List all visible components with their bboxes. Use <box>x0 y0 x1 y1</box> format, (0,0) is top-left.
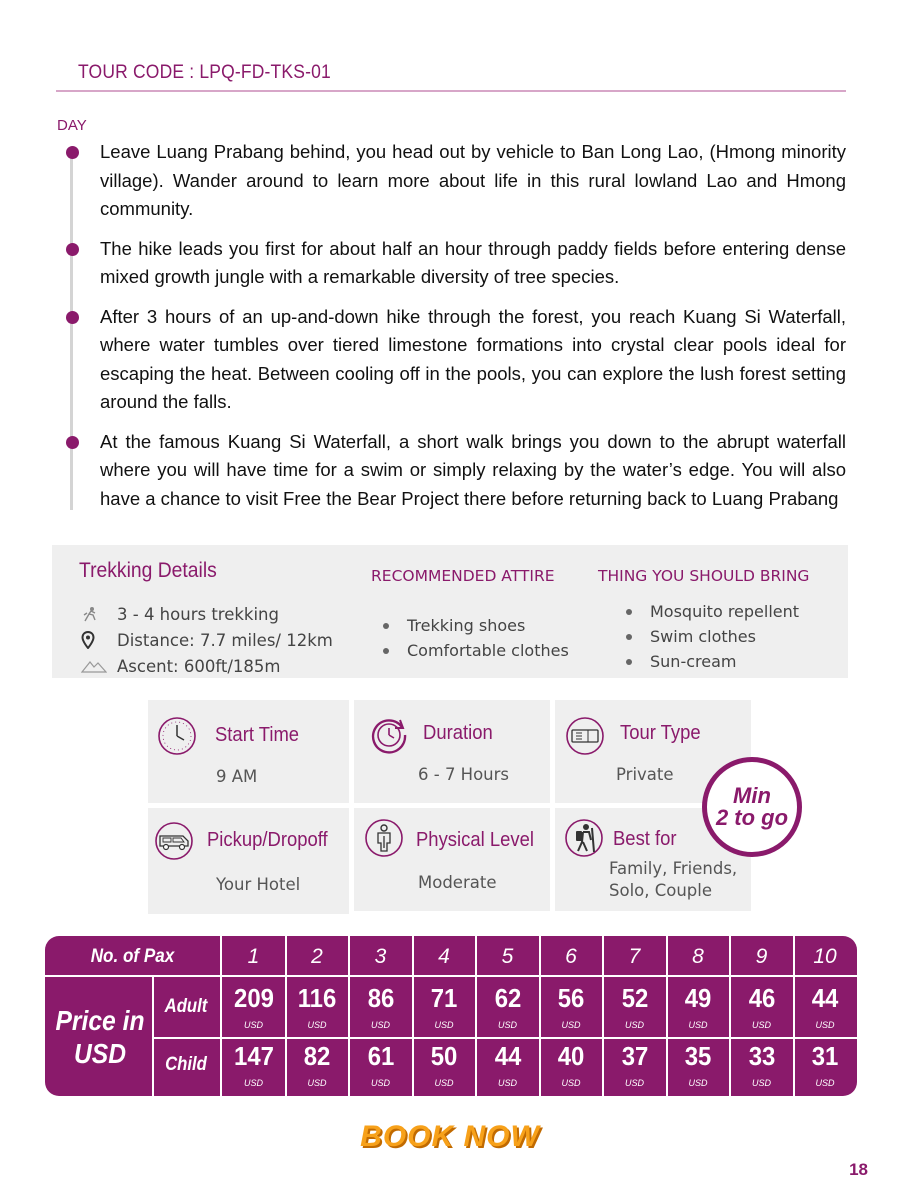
physical-level-card <box>354 808 550 911</box>
pax-count: 5 <box>501 945 514 968</box>
bullet-dot-icon <box>383 648 389 654</box>
child-currency: USD <box>815 1078 835 1088</box>
hiker-icon <box>79 606 117 622</box>
pax-count: 6 <box>565 945 577 968</box>
grid-line <box>152 1037 857 1039</box>
attire-item: Trekking shoes <box>379 613 569 638</box>
trekking-hours-row <box>79 601 333 627</box>
van-icon <box>153 821 195 866</box>
child-price: 35 <box>684 1041 712 1071</box>
pax-count: 2 <box>311 945 323 968</box>
adult-price: 209 <box>233 983 274 1013</box>
best-for-title: Best for <box>613 827 677 850</box>
itinerary-item <box>62 235 846 292</box>
pickup-title: Pickup/Dropoff <box>207 828 328 851</box>
start-time-title: Start Time <box>215 723 300 746</box>
price-table <box>45 936 857 1096</box>
pax-count: 10 <box>813 945 837 968</box>
trekking-hours: 3 - 4 hours trekking <box>117 604 279 624</box>
adult-currency: USD <box>307 1020 327 1030</box>
bullet-dot-icon <box>66 146 79 159</box>
child-price: 33 <box>748 1041 775 1071</box>
adult-price: 116 <box>297 983 337 1013</box>
bullet-dot-icon <box>66 436 79 449</box>
child-price: 147 <box>233 1041 274 1071</box>
pax-count: 1 <box>247 945 260 968</box>
adult-price: 56 <box>557 983 585 1013</box>
adult-currency: USD <box>497 1020 517 1030</box>
adult-currency: USD <box>688 1020 708 1030</box>
min-pax-badge <box>702 757 802 857</box>
adult-price: 62 <box>494 983 521 1013</box>
price-in-label: Price in USD <box>55 1005 145 1069</box>
itinerary-text: Leave Luang Prabang behind, you head out by vehicle to Ban Long Lao, (Hmong minority village). Wander around to learn more about life in this rural lowland Lao and Hmong community. <box>100 141 846 219</box>
child-currency: USD <box>751 1078 771 1088</box>
mountain-icon <box>79 659 117 673</box>
attire-list <box>379 613 569 663</box>
trekking-details-panel <box>52 545 848 678</box>
itinerary-text: At the famous Kuang Si Waterfall, a short walk brings you down to the abrupt waterfall where you will have time for a swim or simply relaxing by the water’s edge. You will also have a chance to visit Free the Bear Project there before returning back to Luang Prabang <box>100 430 846 509</box>
backpacker-icon <box>564 818 604 863</box>
adult-price: 71 <box>430 983 458 1013</box>
grid-line <box>152 976 154 1096</box>
bring-item: Swim clothes <box>622 624 799 649</box>
header-divider <box>56 90 846 92</box>
day-label: DAY <box>57 117 87 134</box>
child-price: 50 <box>430 1041 458 1071</box>
adult-label: Adult <box>164 996 208 1017</box>
adult-price: 44 <box>811 983 839 1013</box>
duration-card <box>354 700 550 803</box>
pax-count: 4 <box>438 945 450 968</box>
child-currency: USD <box>434 1078 454 1088</box>
itinerary-item <box>62 303 846 417</box>
itinerary-list <box>62 138 846 524</box>
grid-line <box>45 975 857 977</box>
bring-heading: THING YOU SHOULD BRING <box>598 567 810 585</box>
bullet-dot-icon <box>626 609 632 615</box>
itinerary-item <box>62 428 846 514</box>
adult-currency: USD <box>370 1020 390 1030</box>
adult-currency: USD <box>815 1020 835 1030</box>
child-currency: USD <box>561 1078 581 1088</box>
itinerary-text: The hike leads you first for about half an hour through paddy fields before entering dense mixed growth jungle with a remarkable diversity of tree species. <box>100 237 846 287</box>
adult-price: 49 <box>684 983 712 1013</box>
trekking-distance-row <box>79 627 333 653</box>
duration-clock-icon <box>369 715 409 760</box>
bullet-dot-icon <box>66 243 79 256</box>
pickup-card <box>148 808 349 914</box>
page-number: 18 <box>849 1160 868 1179</box>
child-currency: USD <box>243 1078 263 1088</box>
location-pin-icon <box>79 631 117 649</box>
bullet-dot-icon <box>626 634 632 640</box>
tour-type-value: Private <box>616 765 674 784</box>
tour-code: TOUR CODE : LPQ-FD-TKS-01 <box>78 62 331 83</box>
duration-title: Duration <box>423 721 493 744</box>
best-for-value: Family, Friends, Solo, Couple <box>609 859 738 900</box>
ticket-icon <box>564 716 606 761</box>
child-price: 61 <box>367 1041 394 1071</box>
duration-value: 6 - 7 Hours <box>418 765 510 784</box>
child-price: 82 <box>303 1041 331 1071</box>
itinerary-item <box>62 138 846 224</box>
adult-price: 46 <box>748 983 775 1013</box>
physical-level-value: Moderate <box>418 873 497 892</box>
child-price: 40 <box>557 1041 585 1071</box>
physical-level-title: Physical Level <box>416 828 534 851</box>
bring-list <box>622 599 799 674</box>
itinerary-text: After 3 hours of an up-and-down hike through the forest, you reach Kuang Si Waterfall, where water tumbles over tiered limestone formations into crystal clear pools ideal for escaping the heat. Between cooling off in the pools, you can explore the lush forest setting around the falls. <box>100 305 846 412</box>
trekking-details-list <box>79 601 333 679</box>
tour-type-title: Tour Type <box>620 721 701 744</box>
adult-currency: USD <box>561 1020 581 1030</box>
bring-item: Mosquito repellent <box>622 599 799 624</box>
trekking-details-title: Trekking Details <box>79 559 217 582</box>
adult-currency: USD <box>624 1020 644 1030</box>
child-currency: USD <box>497 1078 517 1088</box>
adult-price: 52 <box>621 983 648 1013</box>
min-badge-line2: 2 to go <box>715 805 789 830</box>
book-now-button[interactable]: BOOK NOW <box>360 1120 540 1153</box>
pickup-value: Your Hotel <box>216 875 301 894</box>
pax-count: 8 <box>692 945 704 968</box>
adult-currency: USD <box>751 1020 771 1030</box>
adult-price: 86 <box>367 983 394 1013</box>
child-currency: USD <box>370 1078 390 1088</box>
attire-heading: RECOMMENDED ATTIRE <box>371 567 555 585</box>
child-currency: USD <box>307 1078 327 1088</box>
attire-item: Comfortable clothes <box>379 638 569 663</box>
child-currency: USD <box>624 1078 644 1088</box>
start-time-value: 9 AM <box>216 767 258 786</box>
pax-count: 7 <box>628 945 641 968</box>
bullet-dot-icon <box>626 659 632 665</box>
adult-currency: USD <box>434 1020 454 1030</box>
bullet-dot-icon <box>66 311 79 324</box>
pax-count: 3 <box>374 945 387 968</box>
start-time-card <box>148 700 349 803</box>
child-label: Child <box>165 1054 207 1075</box>
child-price: 37 <box>621 1041 648 1071</box>
trekking-ascent-row <box>79 653 333 679</box>
child-price: 44 <box>494 1041 521 1071</box>
pax-count: 9 <box>755 945 768 968</box>
min-badge-line1: Min <box>733 783 771 808</box>
bring-item: Sun-cream <box>622 649 799 674</box>
person-icon <box>364 818 404 863</box>
adult-currency: USD <box>243 1020 263 1030</box>
trekking-ascent: Ascent: 600ft/185m <box>117 656 281 676</box>
trekking-distance: Distance: 7.7 miles/ 12km <box>117 630 333 650</box>
clock-icon <box>157 716 197 761</box>
child-currency: USD <box>688 1078 708 1088</box>
bullet-dot-icon <box>383 623 389 629</box>
pax-header: No. of Pax <box>90 946 175 967</box>
child-price: 31 <box>811 1041 839 1071</box>
